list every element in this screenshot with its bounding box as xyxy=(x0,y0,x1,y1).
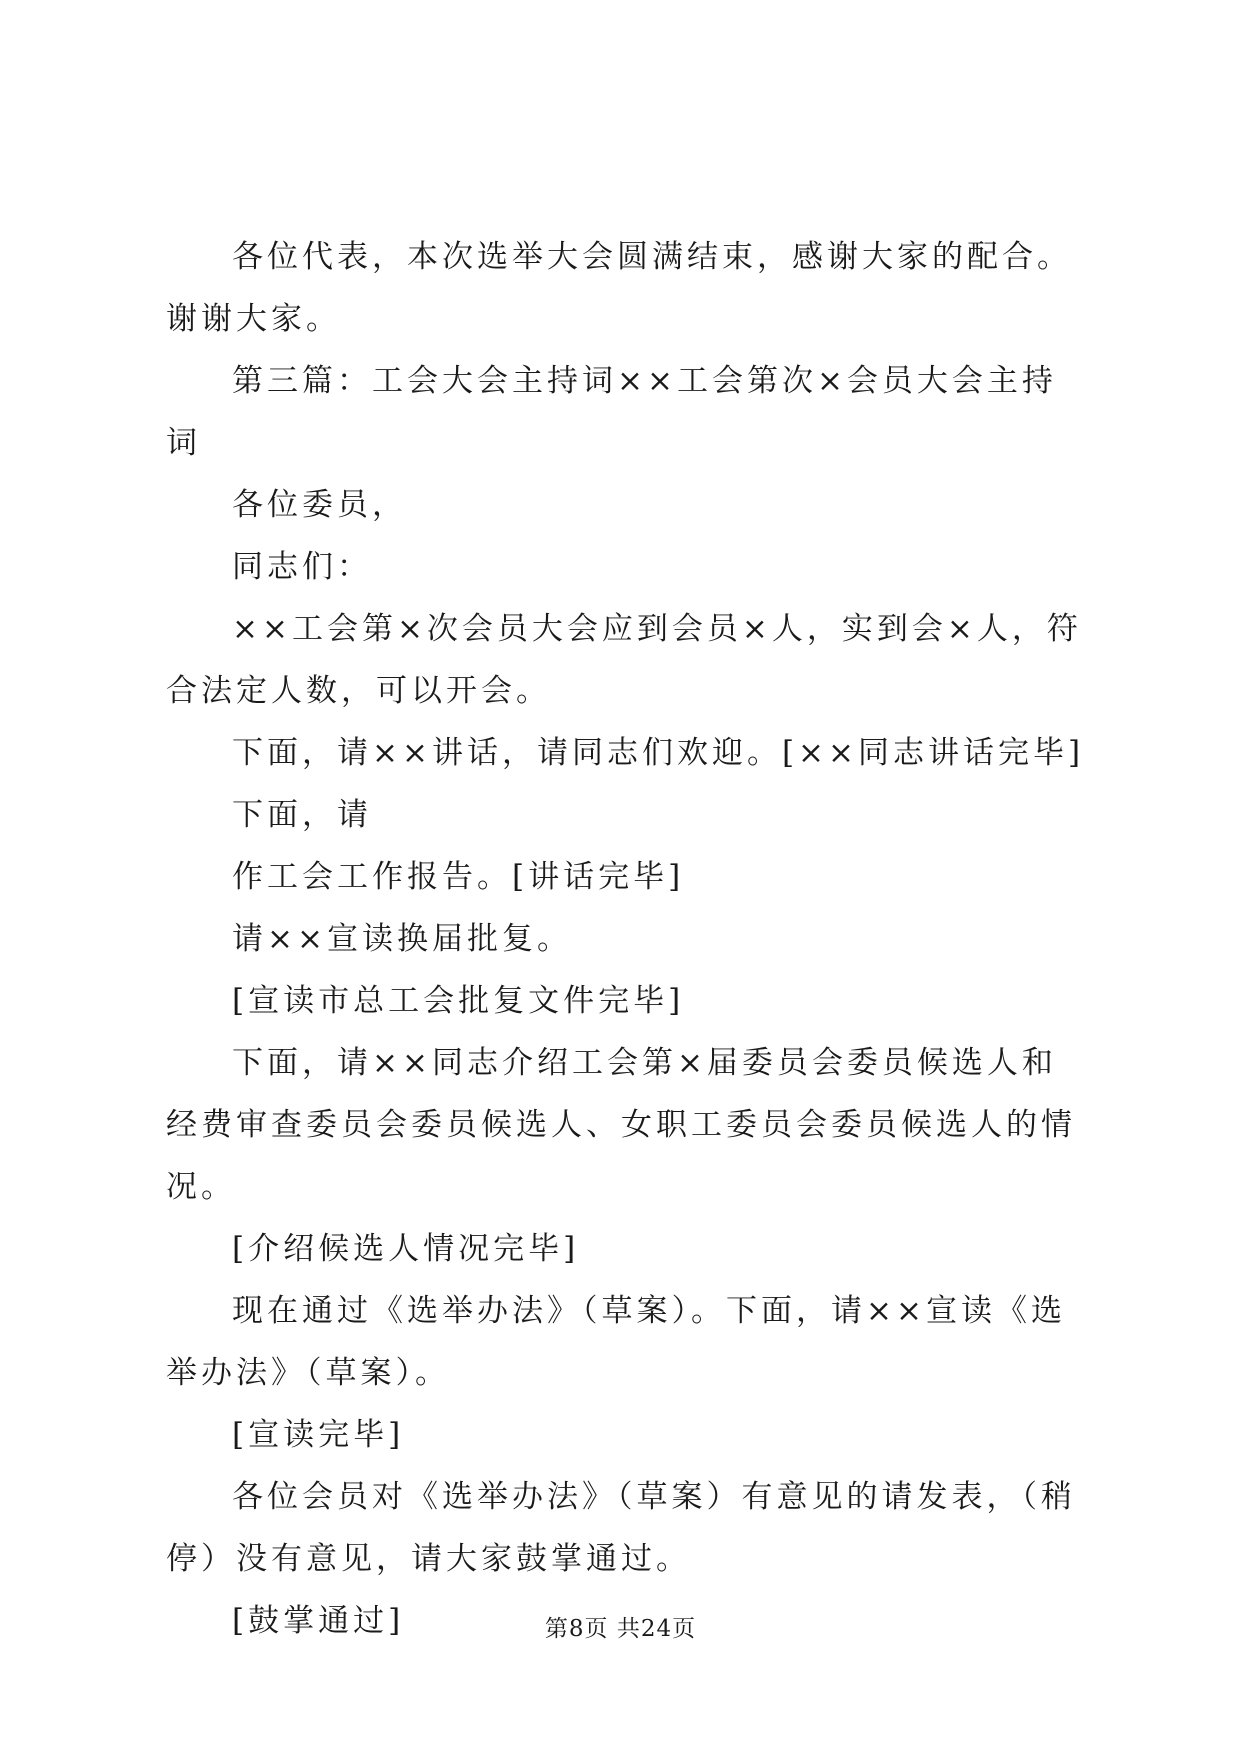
paragraph: [鼓掌通过] xyxy=(232,1603,405,1639)
section-heading: 第三篇：工会大会主持词××工会第次×会员大会主持词 xyxy=(166,363,1057,461)
paragraph: ××工会第×次会员大会应到会员×人，实到会×人，符合法定人数，可以开会。 xyxy=(166,611,1082,709)
paragraph: [介绍候选人情况完毕] xyxy=(232,1231,580,1267)
paragraph: 各位代表，本次选举大会圆满结束，感谢大家的配合。谢谢大家。 xyxy=(166,239,1072,337)
paragraph: 同志们： xyxy=(232,549,372,585)
paragraph: 下面，请××同志介绍工会第×届委员会委员候选人和经费审查委员会委员候选人、女职工委员会委员候选人的情况。 xyxy=(166,1045,1076,1205)
paragraph: 各位会员对《选举办法》（草案）有意见的请发表，（稍停）没有意见，请大家鼓掌通过。 xyxy=(166,1479,1076,1577)
document-body xyxy=(166,226,1088,1652)
paragraph: 请××宣读换届批复。 xyxy=(232,921,572,957)
paragraph: 各位委员， xyxy=(232,487,407,523)
paragraph: 下面，请 xyxy=(232,797,372,833)
page-footer: 第8页 共24页 xyxy=(544,1616,697,1642)
paragraph: 作工会工作报告。[讲话完毕] xyxy=(232,859,685,895)
paragraph: 下面，请××讲话，请同志们欢迎。[××同志讲话完毕] xyxy=(232,735,1085,771)
paragraph: [宣读完毕] xyxy=(232,1417,405,1453)
paragraph: 现在通过《选举办法》（草案）。下面，请××宣读《选举办法》（草案）。 xyxy=(166,1293,1066,1391)
paragraph: [宣读市总工会批复文件完毕] xyxy=(232,983,685,1019)
